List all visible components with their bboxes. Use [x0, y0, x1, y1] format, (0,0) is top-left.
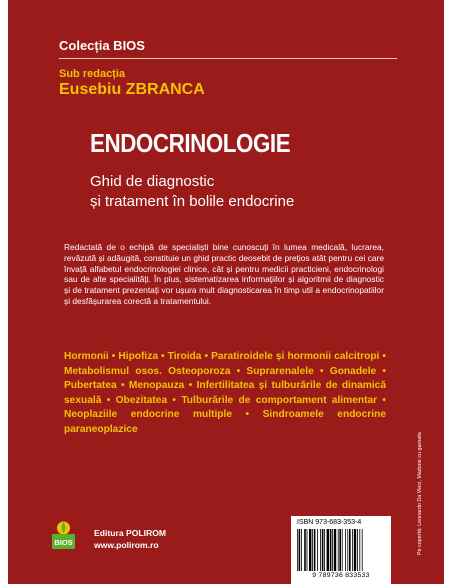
- editor-label: Sub redacția: [59, 68, 126, 80]
- publisher-name: Editura POLIROM: [94, 528, 167, 538]
- barcode-bars: [297, 529, 385, 571]
- barcode-box: [291, 516, 391, 584]
- publisher-url[interactable]: www.polirom.ro: [94, 540, 159, 550]
- bios-logo-icon: [51, 520, 76, 550]
- book-description: Redactată de o echipă de specialiști bine cunoscuți în lumea medicală, lucrarea, revăzută și adăugită, constituie un ghid practic deosebit de prețios atât pentru cei care învață alfabetul endocrinologiei clinice, cât și pentru medicii practicieni, endocrinologi sau de alte specialități. În plus, sistematizarea informațiilor și algoritmii de diagnostic și de tratament prezentați vor ușura mult diagnosticarea în timp util a endocrinopatiilor și desfășurarea corectă a tratamentului.: [64, 242, 384, 306]
- barcode-digits: 9 789736 833533: [312, 572, 370, 579]
- isbn-label: ISBN 973-683-353-4: [297, 519, 362, 526]
- subtitle-line-2: și tratament în bolile endocrine: [90, 193, 295, 210]
- cover-credit: Pe copertă: Leonardo Da Vinci, Madone cu garoafa: [417, 432, 423, 555]
- series-name: Colecția BIOS: [59, 38, 145, 53]
- editor-name: Eusebiu ZBRANCA: [59, 81, 205, 98]
- book-back-cover: [8, 0, 444, 584]
- book-subtitle: [90, 172, 294, 212]
- subtitle-line-1: Ghid de diagnostic: [90, 173, 215, 190]
- topics-list: Hormonii • Hipofiza • Tiroida • Paratiroidele și hormonii calcitropi • Metabolismul osos. Osteoporoza • Suprarenalele • Gonadele • Pubertatea • Menopauza • Infertilitatea și tulburările de dinamică sexuală • Obezitatea • Tulburările de comportament alimentar • Neoplaziile endocrine multiple • Sindroamele endocrine paraneoplazice: [64, 351, 386, 435]
- divider-line: [59, 58, 397, 59]
- logo-text: BIOS: [54, 538, 73, 547]
- publisher-info: [94, 527, 166, 551]
- book-title: ENDOCRINOLOGIE: [90, 128, 291, 158]
